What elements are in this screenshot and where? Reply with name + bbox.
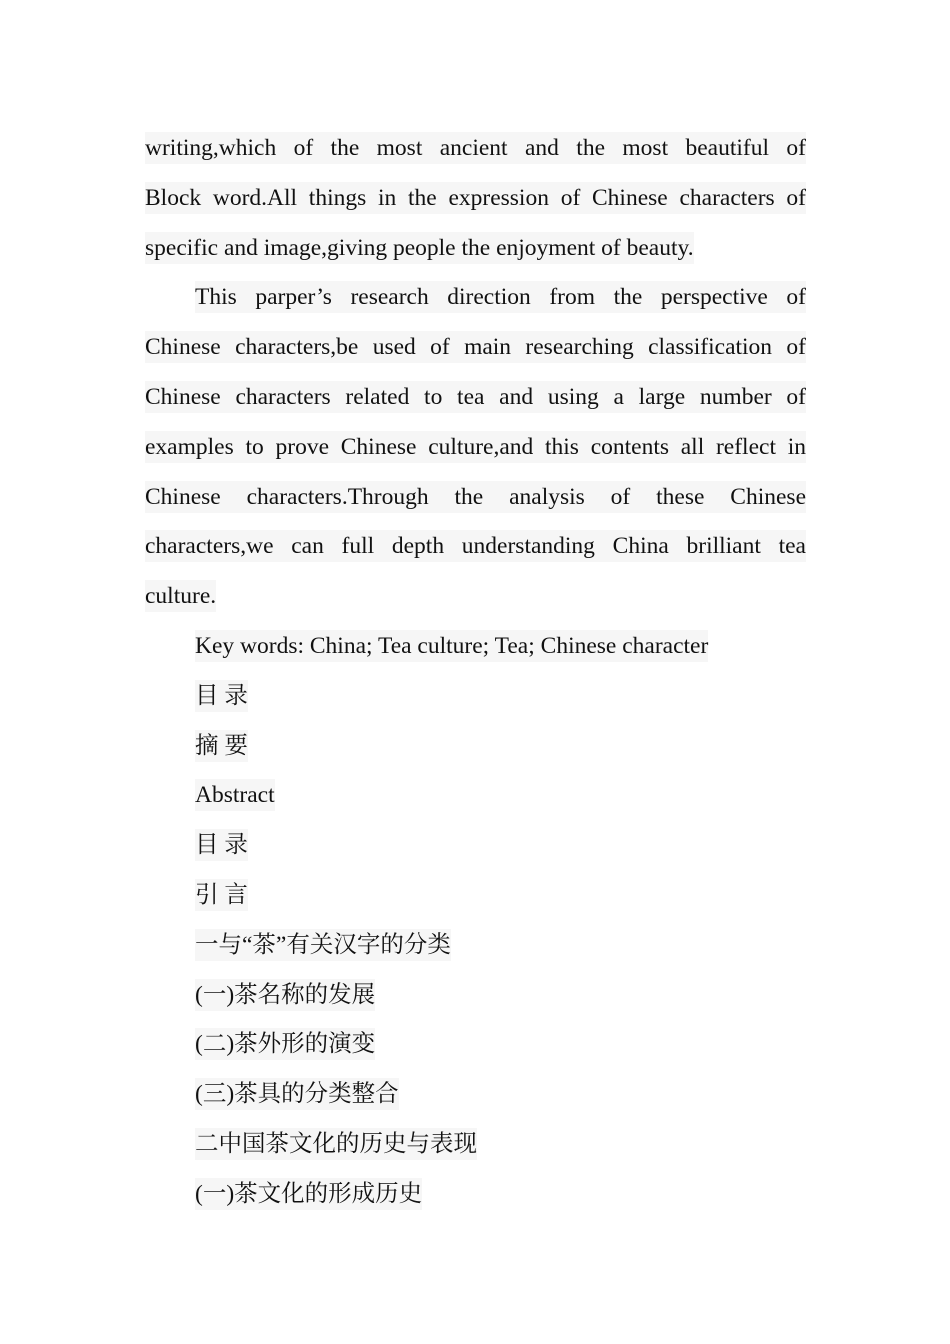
paragraph-text: Chinese characters.Through the analysis of these Chinese bbox=[145, 481, 806, 513]
paragraph-line bbox=[145, 572, 806, 622]
paragraph-line bbox=[145, 473, 806, 523]
toc-item bbox=[145, 921, 806, 971]
paragraph-text: characters,we can full depth understanding China brilliant tea bbox=[145, 530, 806, 562]
toc-item-label: 一与“茶”有关汉字的分类 bbox=[195, 929, 451, 961]
toc-item bbox=[145, 1070, 806, 1120]
abstract-text: specific and image,giving people the enjoyment of beauty. bbox=[145, 232, 694, 264]
toc-item-label: (一)茶文化的形成历史 bbox=[195, 1178, 422, 1210]
toc-item bbox=[145, 871, 806, 921]
toc-item-label: 目 录 bbox=[195, 680, 248, 712]
toc-item-label: (一)茶名称的发展 bbox=[195, 979, 375, 1011]
keywords-text: Key words: China; Tea culture; Tea; Chinese character bbox=[195, 630, 708, 662]
toc-item-label: (三)茶具的分类整合 bbox=[195, 1078, 399, 1110]
toc-item bbox=[145, 672, 806, 722]
toc-item bbox=[145, 722, 806, 772]
toc-item bbox=[145, 1170, 806, 1220]
toc-item bbox=[145, 1120, 806, 1170]
toc-item bbox=[145, 821, 806, 871]
toc-item bbox=[145, 771, 806, 821]
toc-item-label: 引 言 bbox=[195, 879, 248, 911]
toc-item bbox=[145, 971, 806, 1021]
toc-item-label: Abstract bbox=[195, 779, 275, 811]
abstract-line bbox=[145, 124, 806, 174]
abstract-line bbox=[145, 224, 806, 274]
paragraph-text: Chinese characters,be used of main researching classification of bbox=[145, 331, 806, 363]
abstract-text: Block word.All things in the expression of Chinese characters of bbox=[145, 182, 806, 214]
paragraph-text: examples to prove Chinese culture,and this contents all reflect in bbox=[145, 431, 806, 463]
abstract-text: writing,which of the most ancient and the most beautiful of bbox=[145, 132, 806, 164]
toc-item-label: 摘 要 bbox=[195, 730, 248, 762]
toc-item-label: 目 录 bbox=[195, 829, 248, 861]
paragraph-text: Chinese characters related to tea and using a large number of bbox=[145, 381, 806, 413]
paragraph-line bbox=[145, 273, 806, 323]
toc-item-label: 二中国茶文化的历史与表现 bbox=[195, 1128, 477, 1160]
paragraph-line bbox=[145, 323, 806, 373]
paragraph-line bbox=[145, 373, 806, 423]
paragraph-text: This parper’s research direction from the perspective of bbox=[195, 281, 806, 313]
paragraph-text: culture. bbox=[145, 580, 216, 612]
toc-item-label: (二)茶外形的演变 bbox=[195, 1028, 375, 1060]
toc-item bbox=[145, 1020, 806, 1070]
keywords-line bbox=[145, 622, 806, 672]
abstract-line bbox=[145, 174, 806, 224]
paragraph-line bbox=[145, 423, 806, 473]
paragraph-line bbox=[145, 522, 806, 572]
document-body bbox=[145, 124, 806, 1220]
